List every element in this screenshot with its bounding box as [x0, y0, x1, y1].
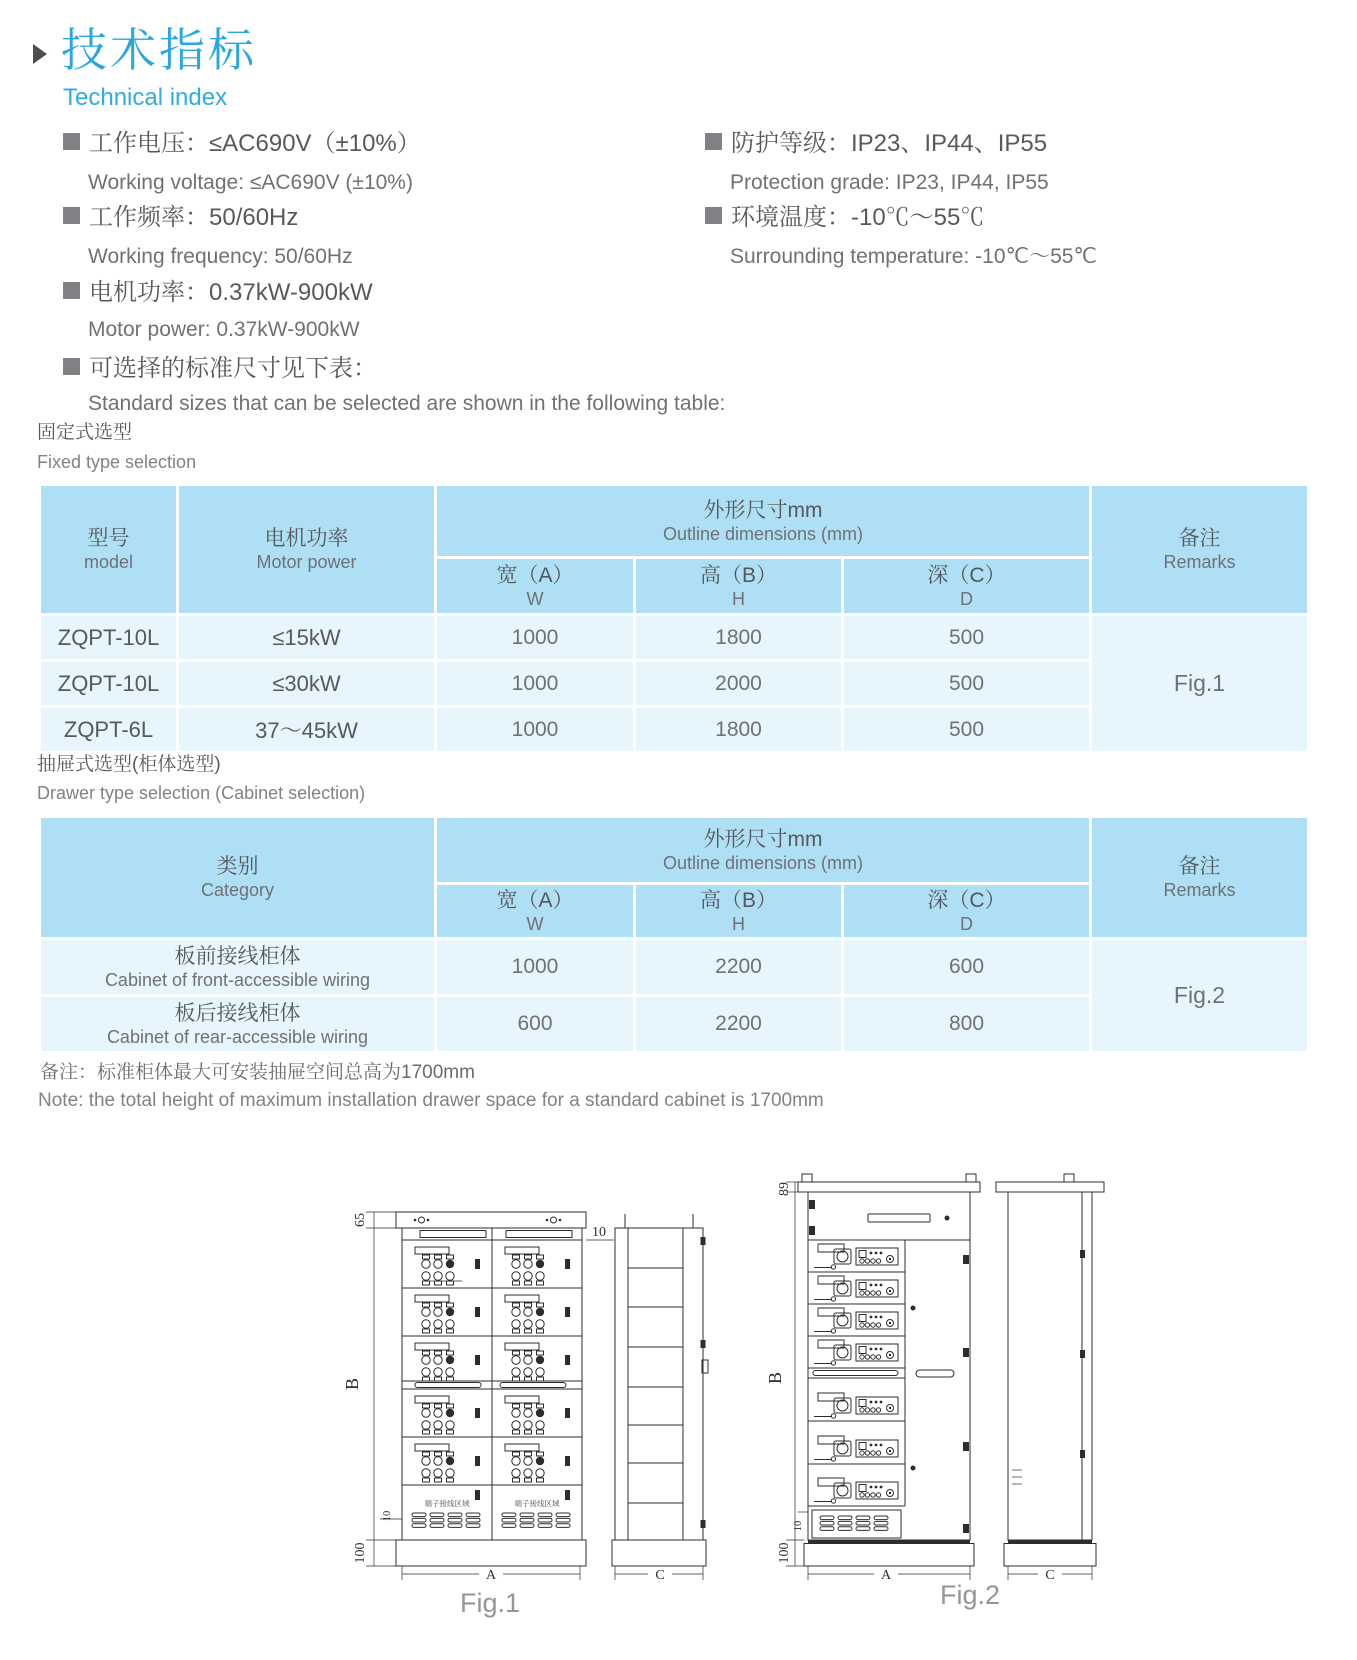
col-header-outline-dimensions: 外形尺寸mm Outline dimensions (mm) — [437, 818, 1089, 882]
spec-sizes-en: Standard sizes that can be selected are shown in the following table: — [88, 392, 726, 415]
fig1-caption: Fig.1 — [459, 1588, 521, 1618]
note-zh: 备注：标准柜体最大可安装抽屉空间总高为1700mm — [40, 1062, 475, 1083]
page-subtitle: Technical index — [63, 84, 228, 111]
fig1-side-view — [612, 1214, 708, 1583]
fig2-cabinet-drawing — [760, 1090, 1130, 1590]
table1-label-zh: 固定式选型 — [37, 422, 133, 443]
remark-cell: Fig.1 — [1092, 616, 1307, 751]
spec-protection-zh: 防护等级：IP23、IP44、IP55 — [731, 130, 1048, 157]
spec-temperature-en: Surrounding temperature: -10℃～55℃ — [730, 245, 1098, 268]
svg-text:89: 89 — [777, 1182, 792, 1196]
terminal-area-label: 端子接线区域 — [514, 1499, 560, 1508]
table-row: 板后接线柜体 Cabinet of rear-accessible wiring 600 2200 800 — [41, 997, 1307, 1051]
terminal-area-label: 端子接线区域 — [424, 1499, 470, 1508]
bullet-square-icon — [705, 207, 722, 224]
svg-text:65: 65 — [353, 1213, 368, 1227]
category-cell: 板前接线柜体 Cabinet of front-accessible wiring — [41, 940, 434, 994]
col-header-remarks: 备注 Remarks — [1092, 818, 1307, 937]
category-cell: 板后接线柜体 Cabinet of rear-accessible wiring — [41, 997, 434, 1051]
svg-text:C: C — [1045, 1568, 1055, 1583]
bullet-square-icon — [63, 358, 80, 375]
table-row: ZQPT-6L 37～45kW 1000 1800 500 — [41, 708, 1307, 751]
svg-text:100: 100 — [353, 1542, 368, 1564]
bullet-square-icon — [63, 282, 80, 299]
drawer-type-table — [38, 815, 1310, 1054]
bullet-square-icon — [63, 133, 80, 150]
fixed-type-table — [38, 483, 1310, 754]
fig1-cabinet-drawing — [330, 1130, 730, 1590]
spec-frequency-zh: 工作频率：50/60Hz — [89, 204, 299, 231]
bullet-square-icon — [63, 207, 80, 224]
svg-text:10: 10 — [793, 1520, 804, 1532]
fig2-caption: Fig.2 — [939, 1580, 1001, 1610]
spec-motorpower-zh: 电机功率：0.37kW-900kW — [89, 279, 373, 306]
col-header-depth: 深（C） D — [844, 559, 1089, 613]
col-header-motor-power: 电机功率 Motor power — [179, 486, 434, 613]
fig2-side-view — [996, 1174, 1104, 1583]
spec-sizes-zh: 可选择的标准尺寸见下表： — [89, 355, 377, 382]
col-header-height: 高（B） H — [636, 885, 841, 937]
svg-text:C: C — [655, 1568, 665, 1583]
fig2-dimensions — [765, 1182, 970, 1583]
fig1-front-view — [396, 1212, 586, 1566]
svg-text:B: B — [342, 1377, 362, 1391]
col-header-remarks: 备注 Remarks — [1092, 486, 1307, 613]
svg-text:10: 10 — [592, 1225, 606, 1240]
table1-label-en: Fixed type selection — [37, 452, 197, 472]
col-header-width: 宽（A） W — [437, 559, 633, 613]
col-header-model: 型号 model — [41, 486, 176, 613]
spec-protection-en: Protection grade: IP23, IP44, IP55 — [730, 171, 1049, 194]
table2-label-zh: 抽屉式选型(柜体选型) — [37, 754, 221, 775]
svg-text:10: 10 — [382, 1510, 393, 1522]
svg-text:B: B — [765, 1371, 785, 1385]
col-header-depth: 深（C） D — [844, 885, 1089, 937]
col-header-height: 高（B） H — [636, 559, 841, 613]
fig2-front-view — [798, 1174, 980, 1566]
col-header-category: 类别 Category — [41, 818, 434, 937]
spec-temperature-zh: 环境温度：-10℃～55℃ — [731, 204, 985, 231]
section-arrow-icon — [33, 44, 47, 64]
spec-motorpower-en: Motor power: 0.37kW-900kW — [88, 318, 360, 341]
page-title: 技术指标 — [61, 24, 257, 76]
svg-text:100: 100 — [777, 1542, 792, 1564]
col-header-outline-dimensions: 外形尺寸mm Outline dimensions (mm) — [437, 486, 1089, 556]
svg-text:A: A — [880, 1568, 892, 1583]
spec-frequency-en: Working frequency: 50/60Hz — [88, 245, 353, 268]
table2-label-en: Drawer type selection (Cabinet selection) — [37, 783, 366, 803]
col-header-width: 宽（A） W — [437, 885, 633, 937]
remark-cell: Fig.2 — [1092, 940, 1307, 1051]
spec-voltage-en: Working voltage: ≤AC690V (±10%) — [88, 171, 413, 194]
table-row: 板前接线柜体 Cabinet of front-accessible wiring 1000 2200 600 Fig.2 — [41, 940, 1307, 994]
note-en: Note: the total height of maximum installation drawer space for a standard cabinet is 1700mm — [38, 1090, 824, 1111]
bullet-square-icon — [705, 133, 722, 150]
svg-text:A: A — [485, 1568, 497, 1583]
table-row: ZQPT-10L ≤30kW 1000 2000 500 — [41, 662, 1307, 705]
spec-voltage-zh: 工作电压：≤AC690V（±10%） — [89, 130, 421, 157]
table-row: ZQPT-10L ≤15kW 1000 1800 500 Fig.1 — [41, 616, 1307, 659]
